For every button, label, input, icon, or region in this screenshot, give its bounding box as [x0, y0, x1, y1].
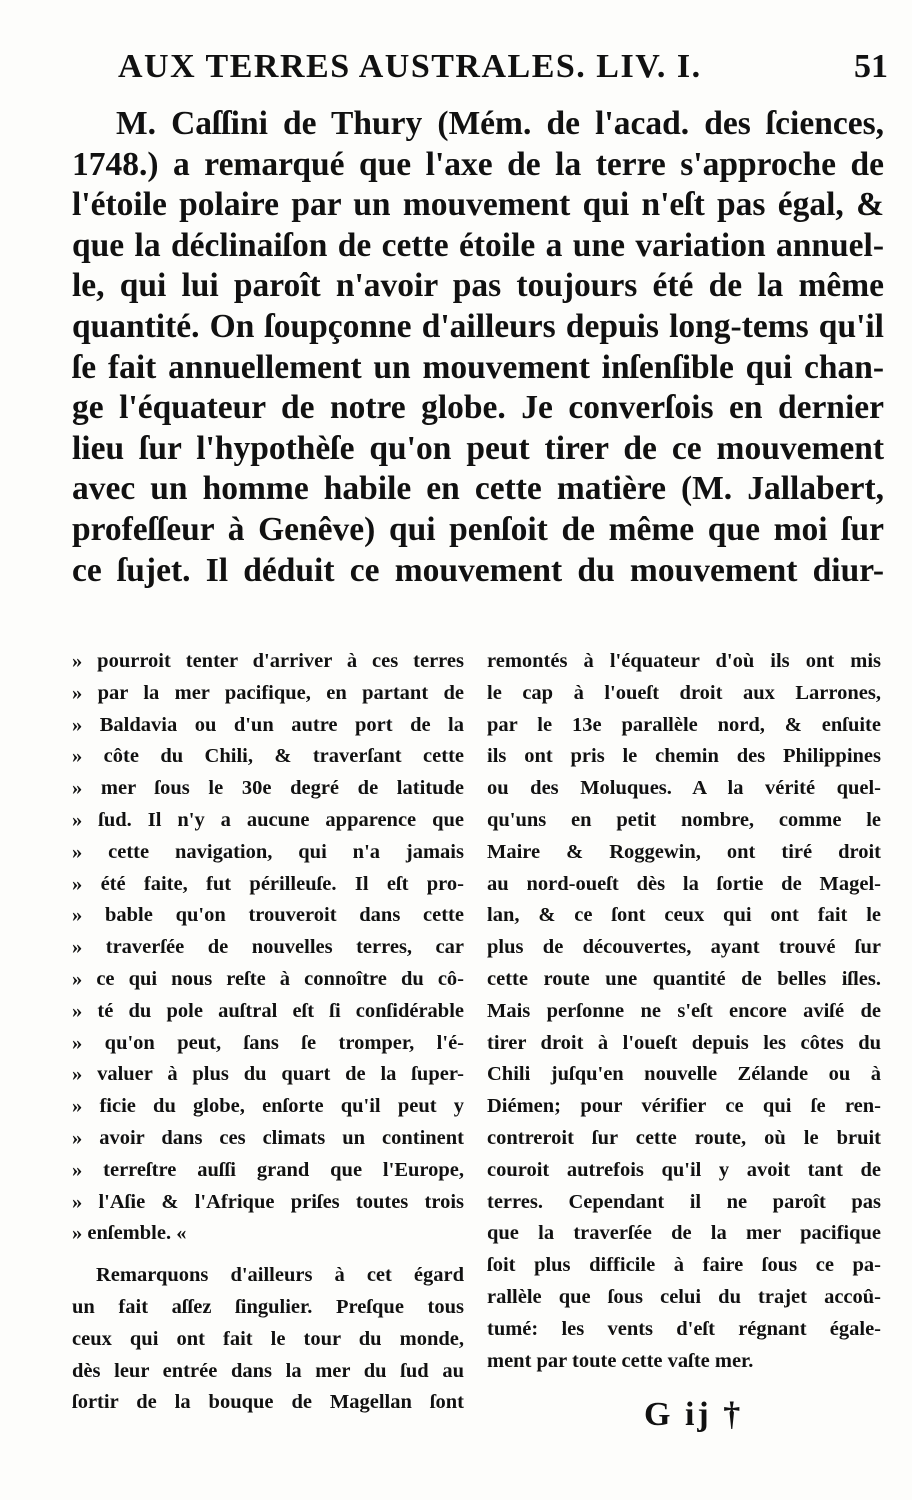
- main-text-line: ce ſujet. Il déduit ce mouvement du mouvement diur-: [72, 551, 884, 589]
- footnote-line: ſortir de la bouque de Magellan ſont: [72, 1391, 464, 1414]
- footnote-line: ils ont pris le chemin des Philippines: [487, 745, 881, 768]
- footnote-line: » mer ſous le 30e degré de latitude: [72, 777, 464, 800]
- main-text-line: M. Caſſini de Thury (Mém. de l'acad. des ſciences,: [116, 105, 884, 142]
- footnote-line: tirer droit à l'oueſt depuis les côtes du: [487, 1031, 881, 1054]
- main-paragraph: [72, 104, 884, 591]
- footnote-line: » pourroit tenter d'arriver à ces terres: [72, 650, 464, 672]
- main-text-line: avec un homme habile en cette matière (M. Jallabert,: [72, 470, 884, 508]
- footnote-line: ou des Moluques. A la vérité quel-: [487, 777, 881, 800]
- main-text-line: le, qui lui paroît n'avoir pas toujours été de la même: [72, 267, 884, 305]
- footnote-line: qu'uns en petit nombre, comme le: [487, 808, 881, 831]
- main-text-line: que la déclinaiſon de cette étoile a une variation annuel-: [72, 226, 884, 264]
- footnote-line: » té du pole auſtral eſt ſi conſidérable: [72, 999, 464, 1022]
- footnote-line: » Baldavia ou d'un autre port de la: [72, 713, 464, 736]
- footnote-line: » ficie du globe, enſorte qu'il peut y: [72, 1095, 464, 1118]
- footnote-line: » l'Aſie & l'Afrique priſes toutes trois: [72, 1190, 464, 1213]
- running-head-title: AUX TERRES AUSTRALES. LIV. I.: [118, 48, 702, 85]
- footnote-line: par le 13e parallèle nord, & enſuite: [487, 713, 881, 736]
- footnote-line: » par la mer pacifique, en partant de: [72, 681, 464, 704]
- footnote-line: cette route une quantité de belles iſles.: [487, 967, 881, 990]
- main-text-line: ſe fait annuellement un mouvement inſenſible qui chan-: [72, 348, 884, 386]
- footnote-line: » valuer à plus du quart de la ſuper-: [72, 1063, 464, 1086]
- main-text-line: l'étoile polaire par un mouvement qui n'eſt pas égal, &: [72, 186, 884, 224]
- footnote-line: » enſemble. «: [72, 1222, 187, 1245]
- main-text-line: 1748.) a remarqué que l'axe de la terre s'approche de: [72, 145, 884, 183]
- main-text-line: quantité. On ſoupçonne d'ailleurs depuis long-tems qu'il: [72, 307, 884, 345]
- footnote-line: terres. Cependant il ne paroît pas: [487, 1190, 881, 1213]
- footnote-line: » terreſtre auſſi grand que l'Europe,: [72, 1158, 464, 1181]
- footnote-left-column: [72, 646, 464, 1419]
- footnote-line: » cette navigation, qui n'a jamais: [72, 840, 464, 863]
- footnote-line: ſoit plus difficile à faire ſous ce pa-: [487, 1254, 881, 1277]
- footnote-line: dès leur entrée dans la mer du ſud au: [72, 1359, 464, 1382]
- footnote-line: » côte du Chili, & traverſant cette: [72, 745, 464, 768]
- running-head: [118, 48, 888, 98]
- footnote-line: lan, & ce ſont ceux qui ont fait le: [487, 904, 881, 927]
- footnote-line: au nord-oueſt dès la ſortie de Magel-: [487, 872, 881, 895]
- main-text-line: lieu ſur l'hypothèſe qu'on peut tirer de ce mouvement: [72, 429, 884, 467]
- footnote-line: » avoir dans ces climats un continent: [72, 1126, 464, 1149]
- footnote-line: » ſud. Il n'y a aucune apparence que: [72, 808, 464, 831]
- footnote-line: » ce qui nous reſte à connoître du cô-: [72, 967, 464, 990]
- footnote-line: » été faite, fut périlleuſe. Il eſt pro-: [72, 872, 464, 895]
- footnote-line: un fait aſſez ſingulier. Preſque tous: [72, 1295, 464, 1318]
- footnote-line: remontés à l'équateur d'où ils ont mis: [487, 650, 881, 672]
- footnote-line: ment par toute cette vaſte mer.: [487, 1349, 754, 1372]
- footnote-line: Mais perſonne ne s'eſt encore aviſé de: [487, 999, 881, 1022]
- signature-mark: G ij †: [644, 1396, 744, 1433]
- main-text-line: ge l'équateur de notre globe. Je converſois en dernier: [72, 389, 884, 427]
- main-text-line: profeſſeur à Genêve) qui penſoit de même que moi ſur: [72, 510, 884, 548]
- footnote-line: tumé: les vents d'eſt régnant égale-: [487, 1317, 881, 1340]
- footnote-line: » traverſée de nouvelles terres, car: [72, 936, 464, 959]
- footnote-line: ceux qui ont fait le tour du monde,: [72, 1327, 464, 1350]
- footnote-line: contreroit ſur cette route, où le bruit: [487, 1126, 881, 1149]
- footnote-line: Remarquons d'ailleurs à cet égard: [96, 1264, 464, 1287]
- footnote-line: rallèle que ſous celui du trajet accoû-: [487, 1285, 881, 1308]
- footnote-line: Maire & Roggewin, ont tiré droit: [487, 840, 881, 863]
- footnote-line: Chili juſqu'en nouvelle Zélande ou à: [487, 1063, 881, 1086]
- footnote-line: plus de découvertes, ayant trouvé ſur: [487, 936, 881, 959]
- footnote-line: » qu'on peut, ſans ſe tromper, l'é-: [72, 1031, 464, 1054]
- footnote-line: le cap à l'oueſt droit aux Larrones,: [487, 681, 881, 704]
- footnote-line: » bable qu'on trouveroit dans cette: [72, 904, 464, 927]
- footnote-line: Diémen; pour vérifier ce qui ſe ren-: [487, 1095, 881, 1118]
- footnote-line: couroit autrefois qu'il y avoit tant de: [487, 1158, 881, 1181]
- footnote-line: que la traverſée de la mer pacifique: [487, 1222, 881, 1245]
- page-number: 51: [854, 48, 888, 85]
- footnote-right-column: [487, 646, 881, 1377]
